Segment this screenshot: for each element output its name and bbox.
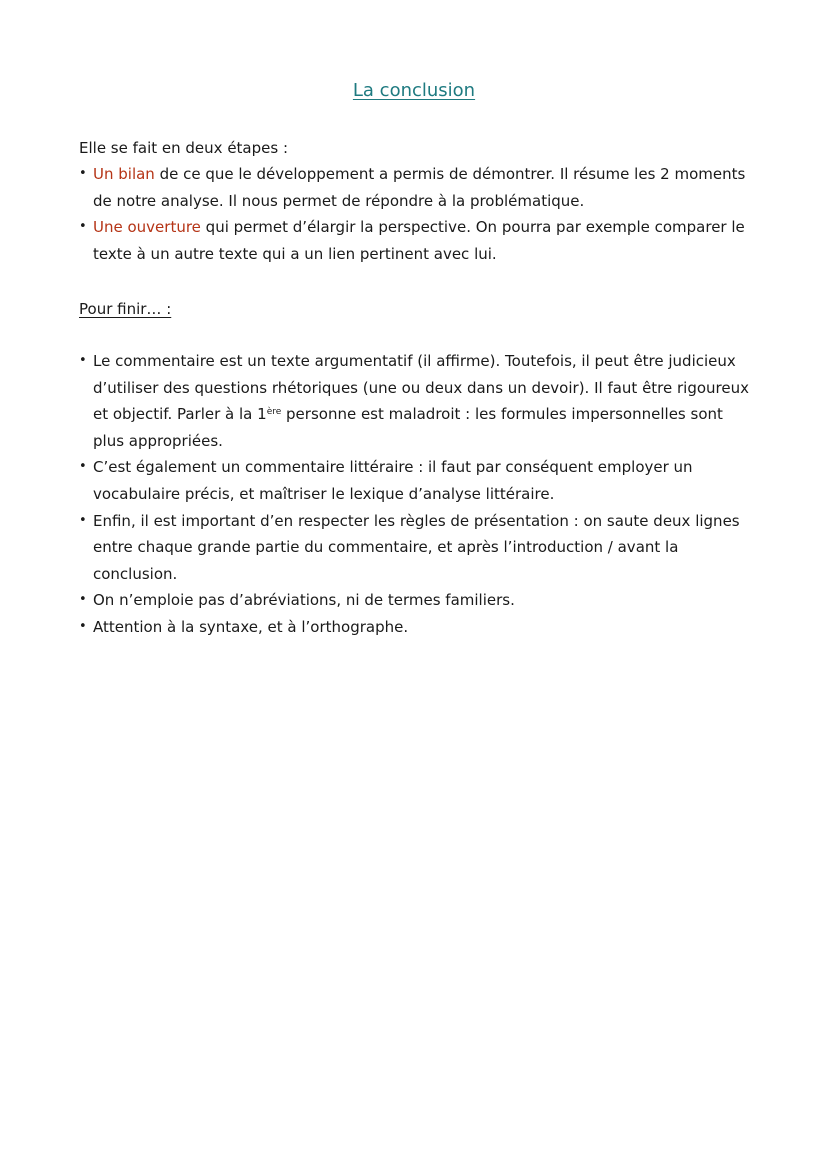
bullet-icon: • (79, 618, 87, 634)
list-item (79, 348, 751, 454)
tip-text: On n’emploie pas d’abréviations, ni de termes familiers. (93, 591, 515, 610)
list-item (79, 587, 751, 614)
conclusion-steps-list (79, 161, 751, 267)
list-item (79, 161, 751, 214)
tip-text-part: personne est maladroit : les formules impersonnelles sont plus appropriées. (93, 405, 723, 450)
section-heading-text: Pour finir… : (79, 300, 172, 318)
page-title (0, 78, 828, 104)
bullet-icon: • (79, 592, 87, 608)
ordinal-superscript: ère (266, 407, 282, 418)
bullet-icon: • (79, 353, 87, 368)
tip-text: C’est également un commentaire littéraire : il faut par conséquent employer un vocabulaire précis, et maîtriser le lexique d’analyse littéraire. (93, 458, 693, 503)
list-item (79, 454, 751, 507)
step-highlight: Une ouverture (93, 218, 201, 237)
list-item (79, 214, 751, 267)
bullet-icon: • (79, 459, 87, 475)
list-item (79, 614, 751, 641)
section-heading (79, 296, 171, 322)
step-text: qui permet d’élargir la perspective. On pourra par exemple comparer le texte à un autre texte qui a un lien pertinent avec lui. (93, 218, 745, 263)
tip-text-part: Le commentaire est un texte argumentatif (il affirme). Toutefois, il peut être judicieux d’utiliser des questions rhétoriques (une ou deux dans un devoir). Il faut être rigoureux et objectif. Parler à la 1 (93, 352, 750, 424)
bullet-icon: • (79, 219, 87, 235)
tip-text: Enfin, il est important d’en respecter les règles de présentation : on saute deux lignes entre chaque grande partie du commentaire, et après l’introduction / avant la conclusion. (93, 511, 740, 583)
bullet-icon: • (79, 512, 87, 528)
bullet-icon: • (79, 166, 87, 181)
step-text: de ce que le développement a permis de démontrer. Il résume les 2 moments de notre analyse. Il nous permet de répondre à la problématique. (93, 165, 746, 210)
intro-text: Elle se fait en deux étapes : (79, 139, 289, 157)
page-title-text: La conclusion (352, 80, 476, 101)
tip-text: Attention à la syntaxe, et à l’orthographe. (93, 617, 409, 636)
tips-list (79, 348, 751, 641)
list-item (79, 508, 751, 588)
step-highlight: Un bilan (93, 165, 155, 183)
